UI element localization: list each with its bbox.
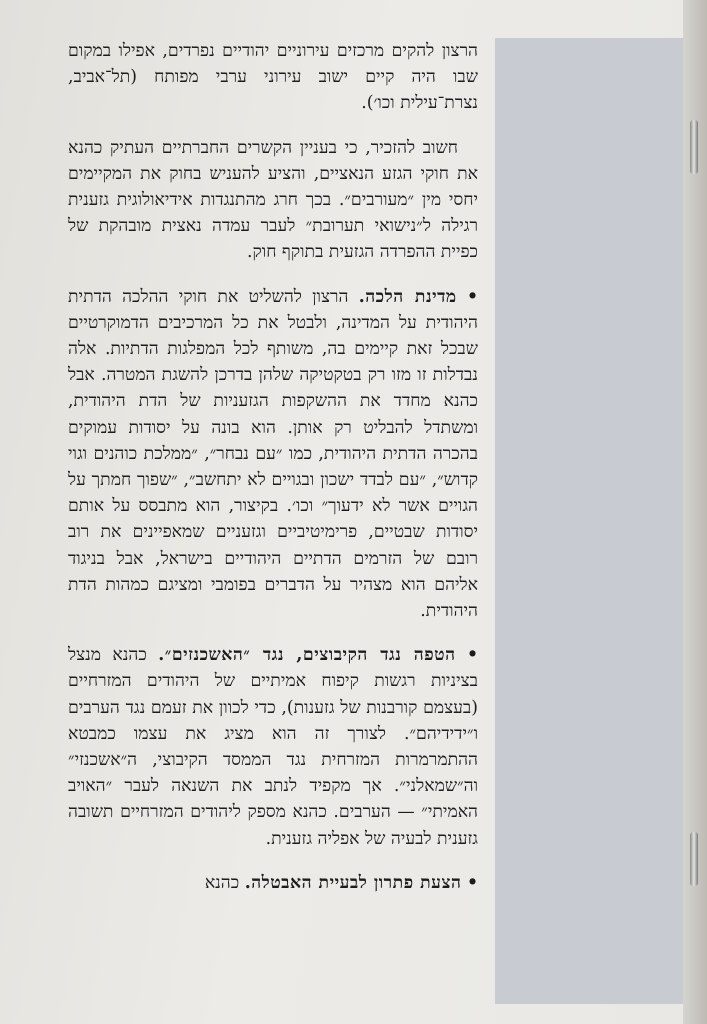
- paragraph-race-laws: חשוב להזכיר, כי בעניין הקשרים החברתיים העתיק כהנא את חוקי הגזע הנאציים, והציע להעניש בחוק את המקיימים יחסי מין ״מעורבים״. בכך חרג מהתנגדות אידיאולוגית גזענית רגילה ל״נישואי תערובת״ לעבר עמדה נאצית מובהקת של כפיית ההפרדה הגזעית בתוקף חוק.: [68, 137, 478, 263]
- section-heading: הצעת פתרון לבעיית האבטלה.: [244, 872, 462, 893]
- bullet-icon: •: [466, 286, 478, 307]
- section-body: כהנא מנצל בציניות רגשות קיפוח אמיתיים של היהודים המזרחיים (בעצמם קורבנות של גזענות), כדי לכוון את זעמם נגד הערבים ו״ידידיהם״. לצורך זה הוא מציג את עצמו כמבטא ההתמרמרות המזרחית נגד הממסד הקיבוצי, ה״אשכנזי״ וה״שמאלני״. אך מקפיד לנתב את השנאה לעבר ״האויב האמיתי״ — הערבים. כהנא מספק ליהודים המזרחיים תשובה גזענית לבעיה של אפליה גזענית.: [68, 645, 478, 849]
- staple-top: [690, 120, 698, 174]
- staple-bottom: [690, 832, 698, 886]
- section-halacha-state: [68, 284, 478, 625]
- bullet-icon: •: [466, 872, 478, 893]
- section-body: הרצון להשליט את חוקי ההלכה הדתית היהודית על המדינה, ולבטל את כל המרכיבים הדמוקרטיים שבכל זאת קיימים בה, משותף לכל המפלגות הדתיות. אלה נבדלות זו מזו רק בטקטיקה שלהן בדרכן להשגת המטרה. אבל כהנא מחדד את ההשקפות הגזעניות של הדת היהודית, ומשתדל להבליט רק אותן. הוא בונה על יסודות עמוקים בהכרה הדתית היהודית, כמו ״עם נבחר״, ״ממלכת כוהנים וגוי קדוש״, ״עם לבדד ישכון ובגויים לא יתחשב״, ״שפוך חמתך על הגויים אשר לא ידעוך״ וכו׳. בקיצור, הוא מתבסס על אותם יסודות שבטיים, פרימיטיביים וגזעניים שמאפיינים את רוב רובם של הזרמים הדתיים היהודיים בישראל, אבל בניגוד אליהם הוא מצהיר על הדברים בפומבי ומציגם כמהות הדת היהודית.: [68, 286, 478, 622]
- section-anti-kibbutz: [68, 642, 478, 852]
- section-body: כהנא: [204, 872, 245, 893]
- section-unemployment: [68, 870, 478, 896]
- paragraph-separate-cities: הרצון להקים מרכזים עירוניים יהודיים נפרדים, אפילו במקום שבו היה קיים ישוב עירוני ערבי מפותח (תל־אביב, נצרת־עילית וכו׳).: [68, 41, 478, 114]
- article-text: [68, 38, 478, 914]
- shaded-sidebar: [495, 38, 683, 1004]
- section-heading: הטפה נגד הקיבוצים, נגד ״האשכנזים״.: [158, 645, 456, 666]
- bullet-icon: •: [466, 645, 479, 666]
- section-heading: מדינת הלכה.: [358, 286, 457, 307]
